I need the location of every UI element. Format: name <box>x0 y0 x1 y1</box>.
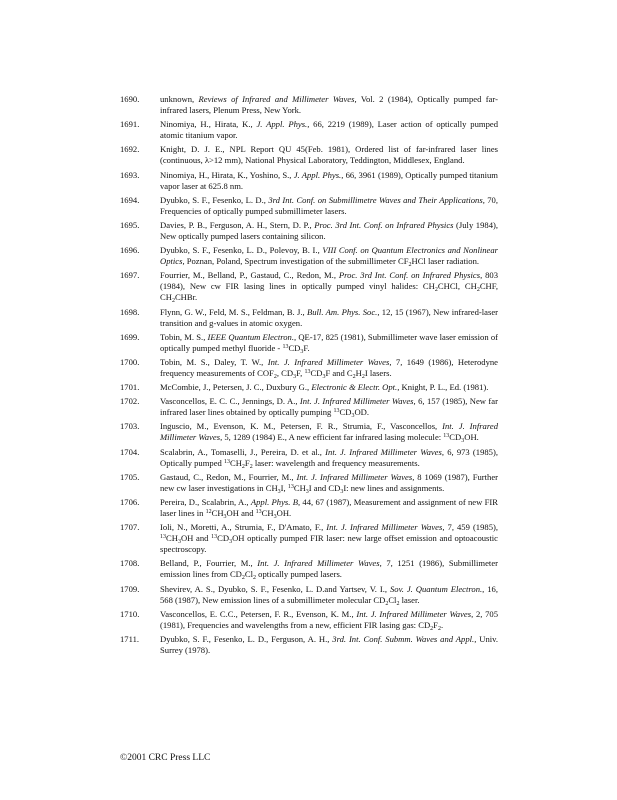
citation-text: , 5, 1289 (1984) E., A new efficient far infrared lasing molecule: <box>220 432 444 443</box>
citation-text: Gastaud, C., Redon, M., Fourrier, M., <box>160 471 297 482</box>
superscript: 13 <box>333 408 340 415</box>
subscript: 3 <box>322 373 326 380</box>
citation-text: OH. <box>276 508 292 518</box>
citation-source: Int. J. Infrared Millimeter Waves <box>356 608 472 619</box>
reference-entry <box>120 170 498 192</box>
reference-entry <box>120 94 498 116</box>
superscript: 13 <box>160 534 166 541</box>
reference-text <box>160 609 498 631</box>
reference-number: 1695. <box>120 219 140 230</box>
reference-number: 1710. <box>120 608 140 619</box>
citation-text: CHBr. <box>174 292 198 303</box>
citation-text: CH <box>166 533 178 544</box>
citation-text: , 6, 973 (1985), Optically pumped <box>160 446 498 468</box>
reference-number: 1699. <box>120 331 140 342</box>
citation-text: Knight, D. J. E., NPL Report QU 45(Feb. 1981), Ordered list of far-infrared laser lines (continuous, λ>12 mm), National Physical Laboratory, Teddington, Middlesex, England. <box>160 144 498 166</box>
citation-text: , 8 1069 (1987), Further new cw laser investigations in CH <box>160 471 499 493</box>
reference-text <box>160 522 498 555</box>
reference-text <box>160 357 498 379</box>
reference-entry <box>120 382 498 393</box>
superscript: 12 <box>205 509 212 515</box>
subscript: 2 <box>476 287 480 294</box>
citation-text: H <box>355 367 362 378</box>
citation-text: , Univ. Surrey (1978). <box>160 633 499 655</box>
subscript: 3 <box>177 539 181 546</box>
citation-text: CD <box>449 432 462 443</box>
citation-text: F <box>244 457 250 468</box>
citation-text: unknown, <box>160 94 199 104</box>
citation-text: CD <box>288 342 301 353</box>
citation-text: Dyubko, S. F., Fesenko, L. D., Polevoy, B. I., <box>160 245 323 256</box>
citation-source: 3rd. Int. Conf. Submm. Waves and Appl. <box>332 633 475 644</box>
citation-text: , 7, 1251 (1986), Submillimeter emission lines from CD <box>160 558 498 580</box>
subscript: 2 <box>241 463 245 470</box>
citation-source: VIII Conf. on Quantum Electronics and Nonlinear Optics <box>160 245 499 267</box>
citation-source: Int. J. Infrared Millimeter Waves <box>326 522 443 533</box>
subscript: 3 <box>300 348 304 355</box>
reference-number: 1704. <box>120 446 140 457</box>
reference-number: 1698. <box>120 306 140 317</box>
reference-number: 1694. <box>120 194 140 205</box>
citation-text: OH and <box>226 508 256 518</box>
superscript: 13 <box>287 483 294 490</box>
superscript: 13 <box>223 458 230 465</box>
reference-text <box>160 382 498 393</box>
citation-text: Tobin, M. S., Daley, T. W., <box>160 356 268 367</box>
reference-entry <box>120 119 498 141</box>
citation-text: Davies, P. B., Ferguson, A. H., Stern, D. P., <box>160 219 315 230</box>
citation-text: optically pumped lasers. <box>256 569 342 580</box>
citation-text: Pereira, D., Scalabrin, A., <box>160 497 251 507</box>
citation-text: , Knight, P. L., Ed. (1981). <box>397 382 489 393</box>
copyright-footer: ©2001 CRC Press LLC <box>120 753 211 763</box>
citation-text: I and CD <box>308 482 341 493</box>
subscript: 3 <box>305 488 309 495</box>
citation-text: F. <box>303 342 310 353</box>
citation-text: Ninomiya, H., Hirata, K., <box>160 119 257 130</box>
subscript: 2 <box>273 373 277 380</box>
citation-text: CHCl, CH <box>437 281 477 292</box>
reference-entry <box>120 634 498 656</box>
subscript: 3 <box>340 488 344 495</box>
reference-text <box>160 270 498 303</box>
reference-text <box>160 307 498 329</box>
citation-source: IEEE Quantum Electron. <box>207 331 294 342</box>
citation-text: , QE-17, 825 (1981), Submillimeter wave laser emission of optically pumped methyl fluoride - <box>160 331 498 353</box>
subscript: 2 <box>171 298 175 305</box>
citation-text: , CD <box>276 367 294 378</box>
superscript: 13 <box>443 433 450 440</box>
reference-number: 1696. <box>120 245 140 256</box>
superscript: 13 <box>211 534 218 541</box>
reference-number: 1697. <box>120 270 140 281</box>
citation-text: , 66, 3961 (1989), Optically pumped titanium vapor laser at 625.8 nm. <box>160 169 498 191</box>
subscript: 2 <box>253 575 257 582</box>
reference-entry <box>120 522 498 555</box>
reference-number: 1702. <box>120 396 140 407</box>
citation-source: Appl. Phys. B <box>250 497 298 507</box>
reference-entry <box>120 447 498 469</box>
citation-text: Inguscio, M., Evenson, K. M., Petersen, F. R., Strumia, F., Vasconcellos, <box>160 421 443 432</box>
reference-number: 1708. <box>120 558 140 569</box>
reference-text <box>160 421 498 443</box>
citation-text: F, <box>296 367 305 378</box>
reference-text <box>160 396 498 418</box>
subscript: 3 <box>461 438 465 445</box>
reference-entry <box>120 396 498 418</box>
citation-text: , 803 (1984), New cw FIR lasing lines in optically pumped vinyl halides: CH <box>160 270 499 292</box>
citation-text: Ninomiya, H., Hirata, K., Yoshino, S., <box>160 169 294 180</box>
citation-source: J. Appl. Phys. <box>256 119 308 130</box>
reference-entry <box>120 584 498 606</box>
citation-text: OH optically pumped FIR laser: new large offset emission and optoacoustic spectroscopy. <box>160 533 498 555</box>
citation-text: , 66, 2219 (1989), Laser action of optically pumped atomic titanium vapor. <box>160 119 498 141</box>
superscript: 13 <box>255 509 262 515</box>
citation-text: , 12, 15 (1967), New infrared-laser transition and g-values in atomic oxygen. <box>160 306 498 328</box>
reference-entry <box>120 332 498 354</box>
citation-text: F and C <box>325 367 353 378</box>
citation-text: CD <box>217 533 230 544</box>
subscript: 2 <box>430 625 434 632</box>
reference-text <box>160 558 498 580</box>
reference-entry <box>120 558 498 580</box>
reference-entry <box>120 195 498 217</box>
citation-text: Fourrier, M., Belland, P., Gastaud, C., Redon, M., <box>160 270 339 281</box>
reference-entry <box>120 497 498 519</box>
reference-number: 1700. <box>120 356 140 367</box>
citation-text: , Vol. 2 (1984), Optically pumped far-infrared lasers, Plenum Press, New York. <box>160 94 498 115</box>
citation-text: Scalabrin, A., Tomaselli, J., Pereira, D. et al., <box>160 446 326 457</box>
citation-text: Tobin, M. S., <box>160 331 208 342</box>
citation-text: Flynn, G. W., Feld, M. S., Feldman, B. J., <box>160 306 307 317</box>
citation-text: OD. <box>354 407 370 418</box>
citation-text: , Poznan, Poland, Spectrum investigation of the submillimeter CF <box>182 256 409 267</box>
reference-text <box>160 634 498 656</box>
citation-text: laser. <box>399 594 420 605</box>
reference-text <box>160 472 498 494</box>
reference-text <box>160 584 498 606</box>
reference-text <box>160 144 498 166</box>
citation-text: CD <box>310 367 323 378</box>
subscript: 3 <box>223 514 227 520</box>
citation-text: Dyubko, S. F., Fesenko, L. D., <box>160 194 269 205</box>
citation-source: Sov. J. Quantum Electron. <box>390 583 483 594</box>
reference-text <box>160 245 498 267</box>
reference-number: 1692. <box>120 144 140 155</box>
reference-number: 1703. <box>120 421 140 432</box>
subscript: 2 <box>396 600 400 607</box>
reference-text <box>160 94 498 116</box>
citation-text: Vasconcellos, E. C.C., Petersen, F. R., Evenson, K. M., <box>160 608 357 619</box>
citation-text: (July 1984), New optically pumped lasers containing silicon. <box>160 219 498 241</box>
citation-source: Int. J. Infrared Millimeter Waves <box>267 356 390 367</box>
citation-source: Int. J. Infrared Millimeter Waves <box>299 396 414 407</box>
citation-source: Proc. 3rd Int. Conf. on Infrared Physics <box>314 219 454 230</box>
citation-text: Ioli, N., Moretti, A., Strumia, F., D'Amato, F., <box>160 522 327 533</box>
citation-text: Dyubko, S. F., Fesenko, L. D., Ferguson, A. H., <box>160 633 333 644</box>
citation-text: , 70, Frequencies of optically pumped submillimeter lasers. <box>160 194 498 216</box>
citation-source: Electronic & Electr. Opt. <box>311 382 398 393</box>
citation-text: CHF, CH <box>160 281 498 303</box>
citation-text: I lasers. <box>364 367 392 378</box>
citation-text: , 6, 157 (1985), New far infrared laser lines obtained by optically pumping <box>160 396 498 418</box>
citation-text: CH <box>261 508 274 518</box>
subscript: 2 <box>437 625 441 632</box>
subscript: 2 <box>249 463 253 470</box>
reference-entry <box>120 245 498 267</box>
citation-text: F <box>433 619 438 630</box>
subscript: 2 <box>361 373 365 380</box>
citation-text: , 7, 1649 (1986), Heterodyne frequency measurements of COF <box>160 356 498 378</box>
citation-text: , 44, 67 (1987), Measurement and assignment of new FIR laser lines in <box>160 497 498 518</box>
citation-source: Int. J. Infrared Millimeter Waves <box>257 558 380 569</box>
reference-list <box>120 94 498 659</box>
citation-text: . <box>440 619 444 630</box>
citation-text: Shevirev, A. S., Dyubko, S. F., Fesenko, L. D.and Yartsev, V. I., <box>160 583 390 594</box>
citation-text: Cl <box>244 569 254 580</box>
subscript: 2 <box>434 287 438 294</box>
reference-number: 1706. <box>120 497 140 507</box>
citation-text: CH <box>293 482 306 493</box>
citation-text: CH <box>211 508 224 518</box>
subscript: 2 <box>385 600 389 607</box>
citation-text: Belland, P., Fourrier, M., <box>160 558 258 569</box>
reference-number: 1701. <box>120 382 140 393</box>
citation-source: J. Appl. Phys. <box>293 169 342 180</box>
citation-text: OH. <box>464 432 479 443</box>
reference-number: 1690. <box>120 94 140 104</box>
citation-text: McCombie, J., Petersen, J. C., Duxbury G., <box>160 382 312 393</box>
citation-text: , 16, 568 (1987), New emission lines of a submillimeter molecular CD <box>160 583 498 605</box>
subscript: 3 <box>293 373 297 380</box>
superscript: 13 <box>282 343 289 350</box>
reference-number: 1707. <box>120 522 140 533</box>
reference-text <box>160 220 498 242</box>
reference-text <box>160 119 498 141</box>
reference-number: 1691. <box>120 119 140 130</box>
reference-entry <box>120 307 498 329</box>
reference-entry <box>120 270 498 303</box>
reference-text <box>160 497 498 519</box>
subscript: 3 <box>351 413 355 420</box>
reference-entry <box>120 144 498 166</box>
citation-text: CD <box>339 407 352 418</box>
citation-text: HCl laser radiation. <box>411 256 480 267</box>
citation-text: , 7, 459 (1985), <box>442 522 499 533</box>
superscript: 13 <box>304 368 311 375</box>
subscript: 3 <box>277 488 281 495</box>
citation-text: , 2, 705 (1981), Frequencies and wavelengths from a new, efficient FIR lasing gas: CD <box>160 608 499 630</box>
subscript: 2 <box>241 575 245 582</box>
citation-text: I: new lines and assignments. <box>343 482 445 493</box>
citation-text: I, <box>280 482 288 493</box>
reference-text <box>160 170 498 192</box>
citation-text: laser: wavelength and frequency measurements. <box>252 457 420 468</box>
citation-source: Bull. Am. Phys. Soc. <box>307 306 378 317</box>
reference-entry <box>120 472 498 494</box>
citation-source: 3rd Int. Conf. on Submillimetre Waves and Their Applications <box>268 194 483 205</box>
reference-text <box>160 195 498 217</box>
reference-text <box>160 332 498 354</box>
subscript: 2 <box>352 373 356 380</box>
reference-entry <box>120 220 498 242</box>
citation-text: CH <box>229 457 242 468</box>
citation-source: Reviews of Infrared and Millimeter Waves <box>198 94 355 104</box>
reference-number: 1693. <box>120 169 140 180</box>
citation-text: Cl <box>388 594 397 605</box>
reference-entry <box>120 609 498 631</box>
citation-text: OH and <box>180 533 212 544</box>
citation-source: Int. J. Infrared Millimeter Waves <box>160 421 498 443</box>
reference-entry <box>120 357 498 379</box>
citation-source: Int. J. Infrared Millimeter Waves <box>325 446 442 457</box>
reference-number: 1709. <box>120 583 140 594</box>
subscript: 3 <box>273 514 277 520</box>
reference-entry <box>120 421 498 443</box>
citation-text: Vasconcellos, E. C. C., Jennings, D. A., <box>160 396 300 407</box>
reference-number: 1711. <box>120 633 140 644</box>
reference-number: 1705. <box>120 471 140 482</box>
subscript: 2 <box>408 262 412 269</box>
citation-source: Int. J. Infrared Millimeter Waves <box>296 471 413 482</box>
reference-text <box>160 447 498 469</box>
subscript: 3 <box>229 539 233 546</box>
citation-source: Proc. 3rd Int. Conf. on Infrared Physics <box>338 270 481 281</box>
